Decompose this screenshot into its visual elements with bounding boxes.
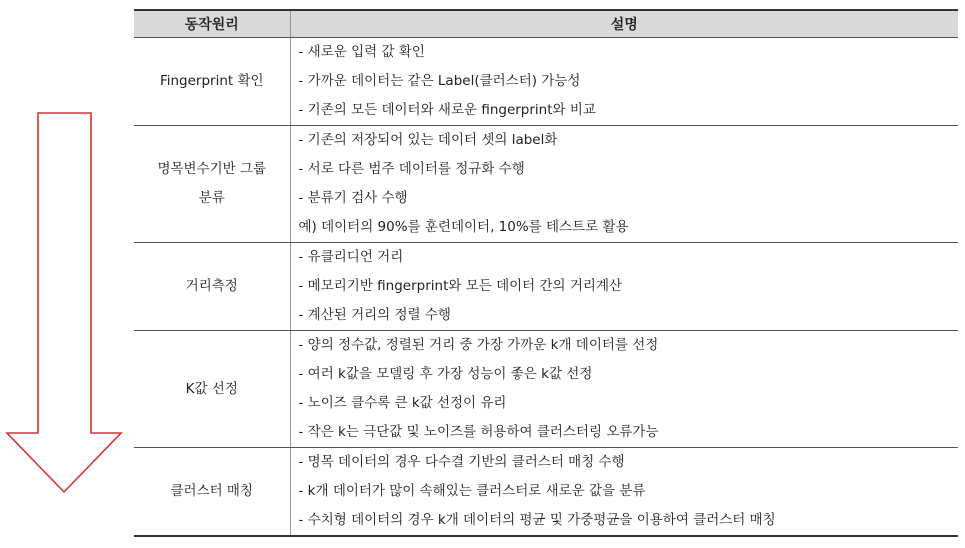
principle-name: 클러스터 매칭 xyxy=(170,483,254,499)
principle-name: 명목변수기반 그룹 xyxy=(157,161,267,177)
description-line: - 가까운 데이터는 같은 Label(클러스터) 가능성 xyxy=(298,73,581,89)
description-cell xyxy=(290,243,958,331)
table-header-row xyxy=(134,10,958,38)
principle-cell xyxy=(134,448,290,537)
description-line: - 노이즈 클수록 큰 k값 선정이 유리 xyxy=(298,395,507,411)
description-line: - 여러 k값을 모델링 후 가장 성능이 좋은 k값 선정 xyxy=(298,366,593,382)
description-line: - 메모리기반 fingerprint와 모든 데이터 간의 거리계산 xyxy=(298,278,623,294)
description-line: - 작은 k는 극단값 및 노이즈를 허용하여 클러스터링 오류가능 xyxy=(298,424,659,440)
description-cell xyxy=(290,331,958,448)
table-row xyxy=(134,448,958,537)
description-line: 예) 데이터의 90%를 훈련데이터, 10%를 테스트로 활용 xyxy=(298,219,629,235)
table-row xyxy=(134,243,958,331)
description-line: - 계산된 거리의 정렬 수행 xyxy=(298,307,451,323)
description-line: - 유클리디언 거리 xyxy=(298,249,404,265)
description-line: - k개 데이터가 많이 속해있는 클러스터로 새로운 값을 분류 xyxy=(298,483,646,499)
principle-cell xyxy=(134,38,290,126)
description-line: - 기존의 모든 데이터와 새로운 fingerprint와 비교 xyxy=(298,102,596,118)
principle-cell xyxy=(134,243,290,331)
principle-name: 분류 xyxy=(198,190,225,206)
header-principle: 동작원리 xyxy=(134,10,290,38)
description-line: - 기존의 저장되어 있는 데이터 셋의 label화 xyxy=(298,132,558,148)
table-row xyxy=(134,331,958,448)
description-line: - 서로 다른 범주 데이터를 정규화 수행 xyxy=(298,161,525,177)
description-line: - 새로운 입력 값 확인 xyxy=(298,44,425,60)
description-cell xyxy=(290,448,958,537)
principle-name: 거리측정 xyxy=(185,278,238,294)
principle-name: K값 선정 xyxy=(185,380,238,397)
principle-name: Fingerprint 확인 xyxy=(159,73,264,89)
description-line: - 분류기 검사 수행 xyxy=(298,190,408,206)
description-cell xyxy=(290,38,958,126)
operation-table xyxy=(134,9,958,537)
table-row xyxy=(134,126,958,243)
down-arrow-icon xyxy=(0,0,130,548)
description-line: - 명목 데이터의 경우 다수결 기반의 클러스터 매칭 수행 xyxy=(298,454,625,470)
description-line: - 수치형 데이터의 경우 k개 데이터의 평균 및 가중평균을 이용하여 클러스터 매칭 xyxy=(298,512,776,528)
principle-cell xyxy=(134,331,290,448)
table-row xyxy=(134,38,958,126)
principle-cell xyxy=(134,126,290,243)
description-line: - 양의 정수값, 정렬된 거리 중 가장 가까운 k개 데이터를 선정 xyxy=(298,337,659,353)
header-description: 설명 xyxy=(290,10,958,38)
description-cell xyxy=(290,126,958,243)
